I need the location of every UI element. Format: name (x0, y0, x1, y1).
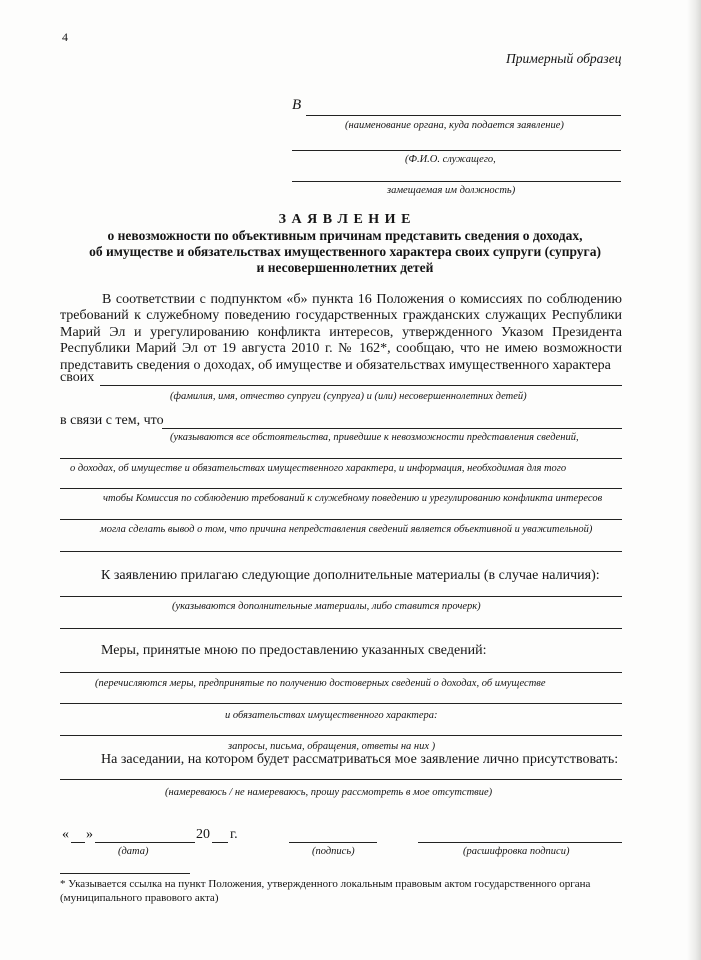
reason-label: в связи с тем, что (60, 413, 164, 428)
footnote: * Указывается ссылка на пункт Положения, утвержденного локальным правовым актом государственного органа (муниципального правового акта) (60, 878, 591, 904)
fio-field-line[interactable] (292, 150, 621, 151)
date-month-line[interactable] (95, 842, 195, 843)
intro-text: В соответствии с подпунктом «б» пункта 16 Положения о комиссиях по соблюдению требований к служебному поведению государственных гражданских служащих Республики Марий Эл и урегулированию конфликта интересов, утвержденного Указом Президента Республики Марий Эл от 19 августа 2010 г. № 162*, сообщаю, что не имею возможности представить сведения о доходах, об имуществе и обязательствах имущественного характера (60, 292, 622, 373)
year-suffix: г. (230, 827, 238, 842)
caption-family: (фамилия, имя, отчество супруги (супруга) и (или) несовершеннолетних детей) (170, 391, 527, 402)
measures-field-line-1[interactable] (60, 672, 622, 673)
caption-sign: (подпись) (312, 846, 355, 857)
measures-field-line-2[interactable] (60, 703, 622, 704)
to-prefix: В (292, 97, 302, 113)
page-edge-shadow (687, 0, 701, 960)
attachments-field-line-1[interactable] (60, 596, 622, 597)
measures-field-line-3[interactable] (60, 735, 622, 736)
reason-field-line-4[interactable] (60, 519, 622, 520)
reason-caption-1: (указываются все обстоятельства, приведшие к невозможности представления сведений, (170, 432, 579, 443)
measures-caption-2: и обязательствах имущественного характера: (225, 710, 438, 721)
caption-date: (дата) (118, 846, 149, 857)
reason-caption-4: могла сделать вывод о том, что причина непредставления сведений является объективной и уважительной) (100, 524, 593, 535)
organ-field-line[interactable] (306, 115, 621, 116)
date-day-line[interactable] (71, 842, 85, 843)
caption-organ: (наименование органа, куда подается заявление) (345, 120, 564, 131)
attendance-label: На заседании, на котором будет рассматриваться мое заявление лично присутствовать: (101, 752, 619, 767)
caption-decode: (расшифровка подписи) (463, 846, 570, 857)
date-open-quote: « (62, 827, 69, 842)
document-title (60, 212, 630, 276)
caption-position: замещаемая им должность) (387, 185, 516, 196)
intro-last-word: своих (60, 370, 95, 385)
page-number: 4 (62, 30, 68, 44)
signature-decode-line[interactable] (418, 842, 622, 843)
title-line-1: о невозможности по объективным причинам представить сведения о доходах, (107, 228, 583, 243)
measures-caption-3: запросы, письма, обращения, ответы на них ) (228, 741, 436, 752)
signature-line[interactable] (289, 842, 377, 843)
date-year-line[interactable] (212, 842, 228, 843)
reason-field-line-5[interactable] (60, 551, 622, 552)
attendance-field-line[interactable] (60, 779, 622, 780)
attachments-caption: (указываются дополнительные материалы, либо ставится прочерк) (172, 601, 481, 612)
attendance-caption: (намереваюсь / не намереваюсь, прошу рассмотреть в мое отсутствие) (165, 787, 493, 798)
reason-field-line-1[interactable] (162, 428, 622, 429)
title-line-3: и несовершеннолетних детей (256, 260, 434, 275)
measures-label: Меры, принятые мною по предоставлению указанных сведений: (101, 643, 487, 658)
year-prefix: 20 (196, 827, 210, 842)
attachments-field-line-2[interactable] (60, 628, 622, 629)
sample-label: Примерный образец (506, 51, 622, 66)
reason-caption-2: о доходах, об имуществе и обязательствах имущественного характера, и информация, необходимая для того (70, 463, 567, 474)
position-field-line[interactable] (292, 181, 621, 182)
intro-paragraph (60, 292, 622, 374)
title-heading: З А Я В Л Е Н И Е (278, 212, 412, 227)
attachments-label: К заявлению прилагаю следующие дополнительные материалы (в случае наличия): (101, 568, 600, 583)
measures-caption-1: (перечисляются меры, предпринятые по получению достоверных сведений о доходах, об имуществе (95, 678, 546, 689)
reason-field-line-2[interactable] (60, 458, 622, 459)
footnote-separator (60, 873, 190, 874)
family-field-line[interactable] (100, 385, 622, 386)
caption-fio: (Ф.И.О. служащего, (405, 154, 496, 165)
reason-caption-3: чтобы Комиссия по соблюдению требований к служебному поведению и урегулированию конфликта интересов (103, 493, 603, 504)
date-close-quote: » (86, 827, 93, 842)
title-line-2: об имуществе и обязательствах имущественного характера своих супруги (супруга) (89, 244, 601, 259)
reason-field-line-3[interactable] (60, 488, 622, 489)
